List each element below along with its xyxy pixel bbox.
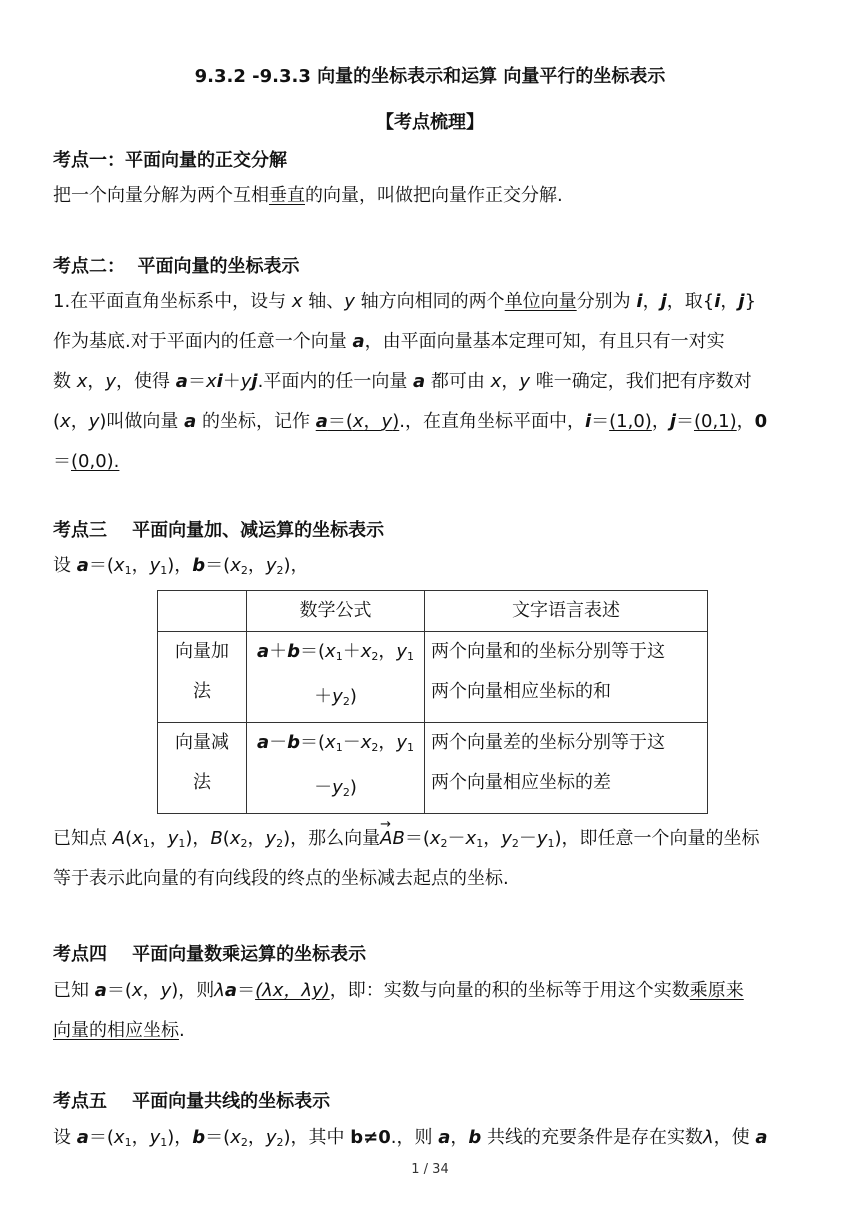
table-cell-subtraction-text: 两个向量差的坐标分别等于这 两个向量相应坐标的差: [425, 723, 708, 814]
heading-add-subtract: 考点三 平面向量加、减运算的坐标表示: [53, 520, 385, 541]
table-header-empty: [158, 591, 247, 632]
table-header-formula: 数学公式: [247, 591, 425, 632]
paragraph-orthogonal-decomposition: 把一个向量分解为两个互相垂直的向量，叫做把向量作正交分解.: [53, 185, 563, 206]
paragraph-vector-ab: 已知点 $A(x_1$，$y_1$)，$B(x_2$，$y_2$)，那么向量→ $AB=(x_2-x_1$，$y_2-y_1$)，即任意一个向量的坐标 等于表示此向量的有向线段的终点的坐标减去起点的坐标.: [53, 819, 813, 899]
table-row: [158, 632, 708, 723]
heading-collinear: 考点五 平面向量共线的坐标表示: [53, 1091, 331, 1112]
page-number: 1 / 34: [411, 1162, 449, 1177]
section-subtitle: 【考点梳理】: [376, 112, 484, 133]
add-subtract-table: [157, 590, 708, 814]
heading-orthogonal-decomposition: 考点一：平面向量的正交分解: [53, 150, 287, 171]
table-cell-addition-formula: $a+b=(x_1+x_2$，$y_1$ $+y_2$): [247, 632, 425, 723]
heading-scalar-multiplication: 考点四 平面向量数乘运算的坐标表示: [53, 944, 367, 965]
paragraph-collinear: 设 $a=(x_1$，$y_1$)，$b=(x_2$，$y_2$)，其中 b≠0.，则 a，b 共线的充要条件是存在实数λ，使 a: [53, 1127, 768, 1149]
table-cell-addition-text: 两个向量和的坐标分别等于这 两个向量相应坐标的和: [425, 632, 708, 723]
table-cell-addition-name: 向量加 法: [158, 632, 247, 723]
heading-coordinate-representation: 考点二： 平面向量的坐标表示: [53, 256, 300, 277]
table-row: [158, 723, 708, 814]
table-header-text: 文字语言表述: [425, 591, 708, 632]
paragraph-scalar-multiplication: 已知 a＝(x，y)，则λa＝(λx，λy)，即：实数与向量的积的坐标等于用这个实数乘原来 向量的相应坐标.: [53, 980, 744, 1041]
paragraph-coordinate-representation: 1.在平面直角坐标系中，设与 x 轴、y 轴方向相同的两个单位向量分别为 i，j，取{i，j} 作为基底.对于平面内的任意一个向量 a，由平面向量基本定理可知，有且只有一对实 数 x，y，使得 a＝xi＋yj.平面内的任一向量 a 都可由 x，y 唯一确定，我们把有序数对 (x，y)叫做向量 a 的坐标，记作 a＝(x，y).，在直角坐标平面中，i＝(1,0)，j＝(0,1)，0 ＝(0,0).: [53, 291, 768, 472]
table-cell-subtraction-formula: $a-b=(x_1-x_2$，$y_1$ $-y_2$): [247, 723, 425, 814]
paragraph-add-subtract-intro: 设 $a=(x_1$，$y_1$)，$b=(x_2$，$y_2$)，: [53, 555, 309, 577]
table-cell-subtraction-name: 向量减 法: [158, 723, 247, 814]
vector-ab-symbol: → AB: [380, 819, 405, 859]
table-header-row: [158, 591, 708, 632]
page-title: 9.3.2 -9.3.3 向量的坐标表示和运算 向量平行的坐标表示: [194, 66, 666, 87]
